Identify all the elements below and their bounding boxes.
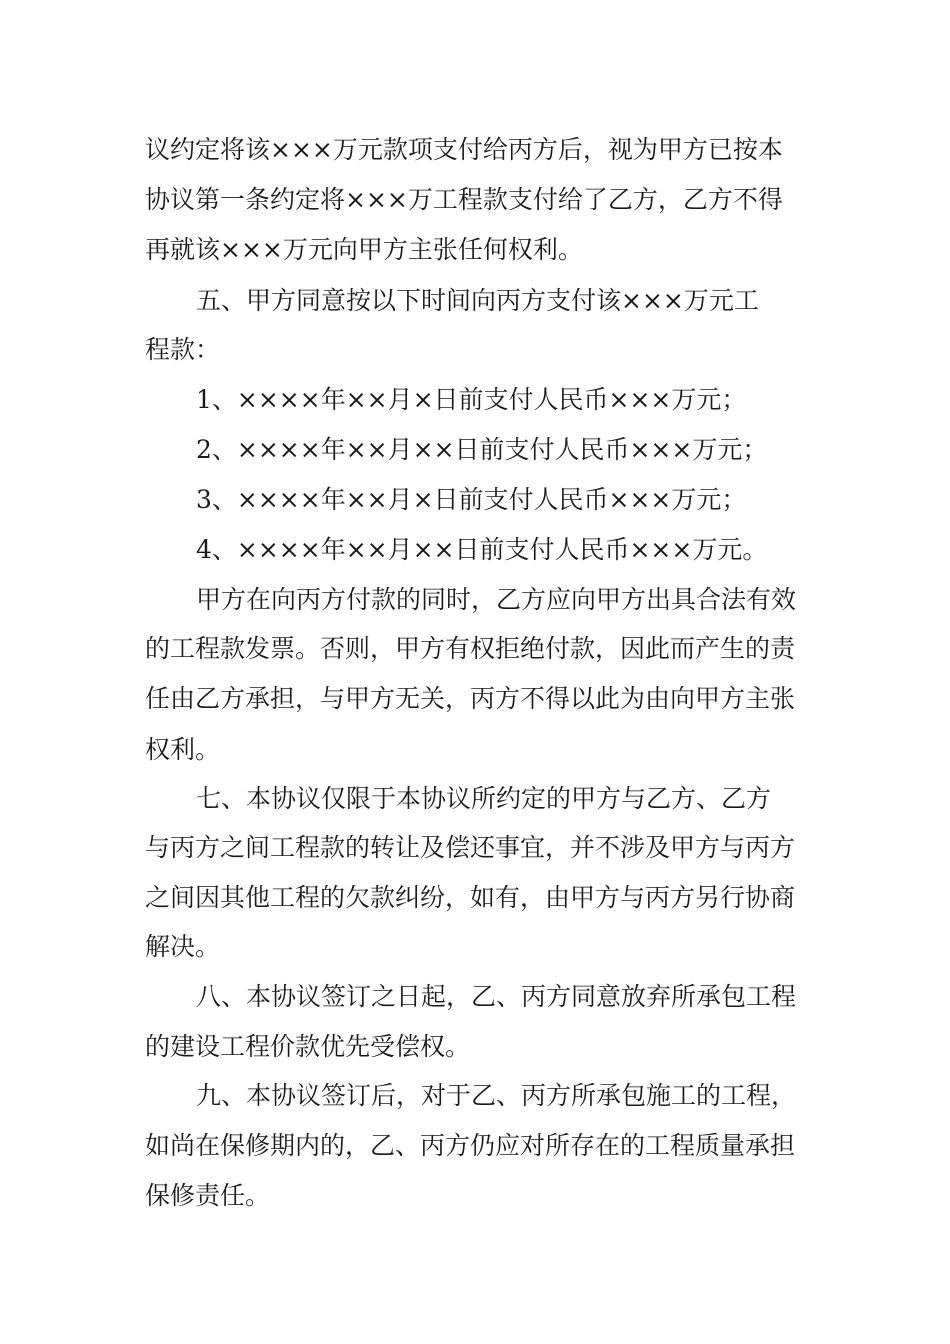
text-line: 权利。 <box>145 735 221 764</box>
text-line: 甲方在向丙方付款的同时，乙方应向甲方出具合法有效 <box>196 585 797 614</box>
list-item: 3、××××年××月×日前支付人民币×××万元； <box>196 485 747 514</box>
text-line: 五、甲方同意按以下时间向丙方支付该×××万元工 <box>196 286 759 315</box>
text-line: 再就该×××万元向甲方主张任何权利。 <box>145 235 583 264</box>
text-line: 九、本协议签订后，对于乙、丙方所承包施工的工程， <box>196 1081 797 1110</box>
text-line: 八、本协议签订之日起，乙、丙方同意放弃所承包工程 <box>196 982 797 1011</box>
text-line: 解决。 <box>145 932 221 961</box>
list-item: 4、××××年××月××日前支付人民币×××万元。 <box>196 535 768 564</box>
text-line: 程款： <box>145 335 221 364</box>
text-line: 保修责任。 <box>145 1181 271 1210</box>
text-line: 议约定将该×××万元款项支付给丙方后，视为甲方已按本 <box>145 135 783 164</box>
text-line: 的建设工程价款优先受偿权。 <box>145 1032 471 1061</box>
text-line: 与丙方之间工程款的转让及偿还事宜，并不涉及甲方与丙方 <box>145 833 796 862</box>
text-line: 之间因其他工程的欠款纠纷，如有，由甲方与丙方另行协商 <box>145 883 796 912</box>
list-item: 1、××××年××月×日前支付人民币×××万元； <box>196 385 747 414</box>
text-line: 协议第一条约定将×××万工程款支付给了乙方，乙方不得 <box>145 185 783 214</box>
list-item: 2、××××年××月××日前支付人民币×××万元； <box>196 435 768 464</box>
text-line: 七、本协议仅限于本协议所约定的甲方与乙方、乙方 <box>196 784 772 813</box>
text-line: 如尚在保修期内的，乙、丙方仍应对所存在的工程质量承担 <box>145 1131 796 1160</box>
text-line: 任由乙方承担，与甲方无关，丙方不得以此为由向甲方主张 <box>145 684 796 713</box>
text-line: 的工程款发票。否则，甲方有权拒绝付款，因此而产生的责 <box>145 634 796 663</box>
